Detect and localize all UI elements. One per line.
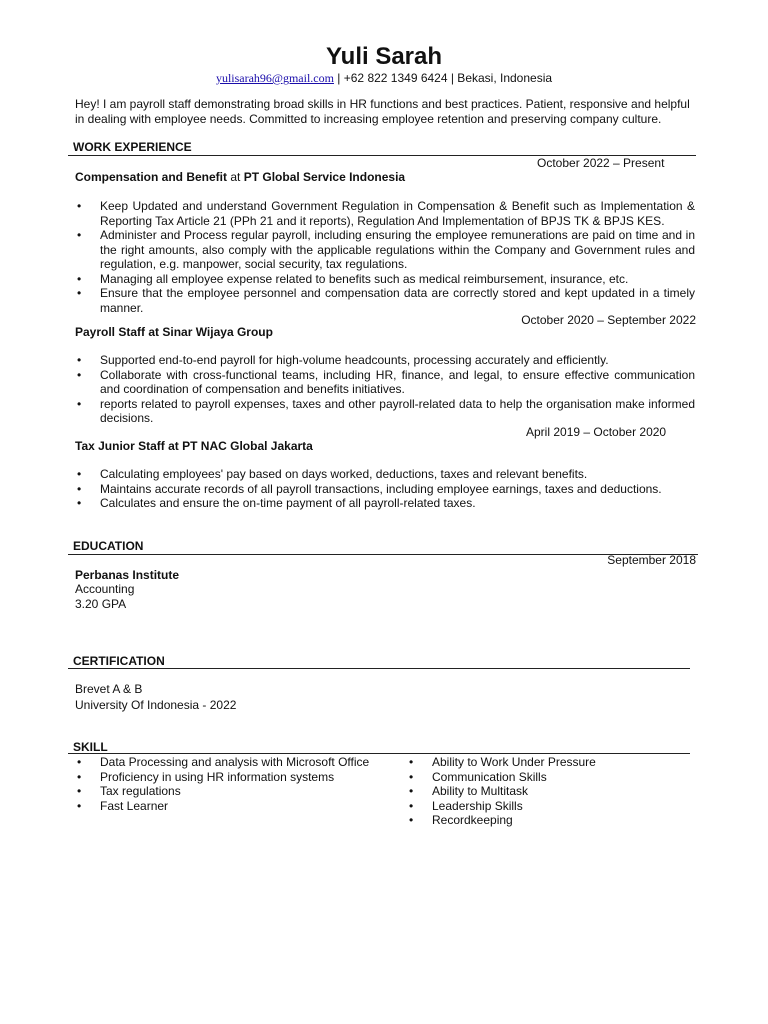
job-company: PT Global Service Indonesia — [243, 170, 406, 184]
list-item: • Calculates and ensure the on-time payment of all payroll-related taxes. — [75, 496, 695, 511]
certification-name: Brevet A & B — [75, 682, 143, 696]
section-divider — [68, 554, 698, 555]
job-title — [75, 170, 405, 185]
list-item: • Tax regulations — [75, 784, 375, 799]
skills-right-list — [407, 755, 707, 828]
list-item: • Ability to Multitask — [407, 784, 707, 799]
job-bullets — [75, 353, 695, 426]
summary-paragraph: Hey! I am payroll staff demonstrating broad skills in HR functions and best practices. Patient, responsive and helpful in dealing with employee needs. Committed to increasing employee retention and preserving company culture. — [75, 97, 690, 126]
email-link[interactable]: yulisarah96@gmail.com — [215, 71, 334, 85]
job-bullets — [75, 199, 695, 315]
list-item: • Recordkeeping — [407, 813, 707, 828]
list-item: • reports related to payroll expenses, taxes and other payroll-related data to help the organisation make informed decisions. — [75, 397, 695, 426]
list-item: • Administer and Process regular payroll, including ensuring the employee remunerations are paid on time and in the right amounts, also comply with the applicable regulations within the Company and Government rules and regulation, e.g. manpower, social security, tax regulations. — [75, 228, 695, 272]
list-item: • Calculating employees' pay based on days worked, deductions, taxes and relevant benefits. — [75, 467, 695, 482]
skills-left-list — [75, 755, 375, 813]
list-item: • Data Processing and analysis with Microsoft Office — [75, 755, 375, 770]
list-item: • Keep Updated and understand Government Regulation in Compensation & Benefit such as Implementation & Reporting Tax Article 21 (PPh 21 and it reports), Regulation And Implementation of BPJS TK & BPJS KES. — [75, 199, 695, 228]
certification-issuer: University Of Indonesia - 2022 — [75, 698, 237, 712]
job-date: April 2019 – October 2020 — [526, 425, 667, 439]
certification-heading: CERTIFICATION — [73, 654, 165, 668]
contact-line — [0, 70, 768, 86]
job-date: October 2022 – Present — [537, 156, 665, 170]
job-date: October 2020 – September 2022 — [521, 313, 696, 327]
list-item: • Fast Learner — [75, 799, 375, 814]
job-role: Compensation and Benefit — [75, 170, 228, 184]
work-experience-heading: WORK EXPERIENCE — [73, 140, 192, 154]
list-item: • Ability to Work Under Pressure — [407, 755, 707, 770]
list-item: • Communication Skills — [407, 770, 707, 785]
resume-name: Yuli Sarah — [325, 43, 443, 70]
job-at: at — [227, 170, 244, 184]
list-item: • Collaborate with cross-functional teams, including HR, finance, and legal, to ensure effective communication and coordination of compensation and benefits initiatives. — [75, 368, 695, 397]
list-item: • Supported end-to-end payroll for high-volume headcounts, processing accurately and efficiently. — [75, 353, 695, 368]
education-major: Accounting — [75, 582, 135, 596]
list-item: • Leadership Skills — [407, 799, 707, 814]
education-heading: EDUCATION — [73, 539, 144, 553]
job-title: Tax Junior Staff at PT NAC Global Jakarta — [75, 439, 313, 453]
contact-details: | +62 822 1349 6424 | Bekasi, Indonesia — [333, 71, 553, 85]
job-bullets — [75, 467, 695, 511]
list-item: • Managing all employee expense related to benefits such as medical reimbursement, insurance, etc. — [75, 272, 695, 287]
education-date: September 2018 — [607, 553, 696, 567]
list-item: • Maintains accurate records of all payroll transactions, including employee earnings, taxes and deductions. — [75, 482, 695, 497]
list-item: • Proficiency in using HR information systems — [75, 770, 375, 785]
school-name: Perbanas Institute — [75, 568, 180, 582]
skill-heading: SKILL — [73, 740, 108, 754]
section-divider — [68, 753, 690, 754]
job-title: Payroll Staff at Sinar Wijaya Group — [75, 325, 273, 339]
list-item: • Ensure that the employee personnel and compensation data are correctly stored and kept updated in a timely manner. — [75, 286, 695, 315]
education-gpa: 3.20 GPA — [75, 597, 127, 611]
section-divider — [68, 668, 690, 669]
